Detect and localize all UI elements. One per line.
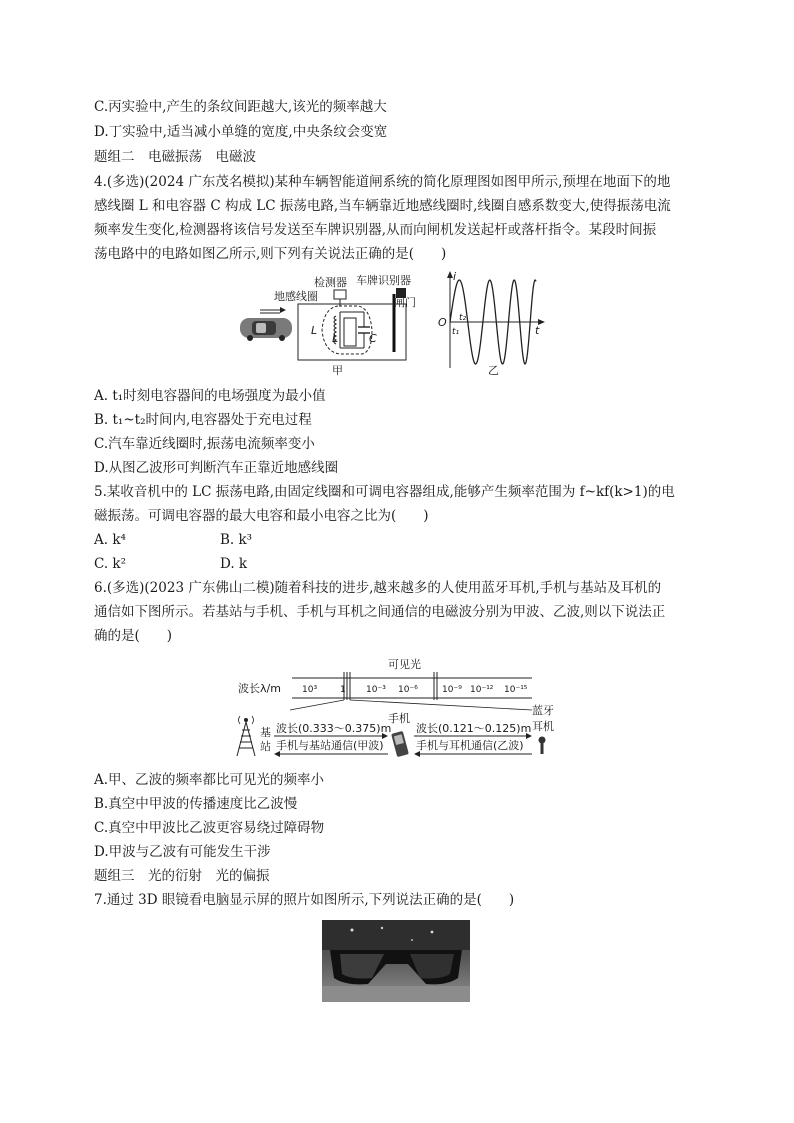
q5-option-d: D. k bbox=[220, 556, 248, 572]
comm-yi-label: 手机与耳机通信(乙波) bbox=[416, 739, 524, 752]
tick-label: 10⁻¹⁵ bbox=[504, 685, 528, 695]
inductor-core bbox=[344, 318, 356, 346]
q6-option-d: D.甲波与乙波有可能发生干涉 bbox=[94, 844, 271, 860]
gate-label: 闸门 bbox=[394, 296, 416, 309]
earbud-label-2: 耳机 bbox=[532, 720, 554, 733]
q4-line-3: 频率发生变化,检测器将该信号发送至车牌识别器,从而向闸机发送起杆或落杆指令。某段时间振 bbox=[94, 222, 657, 238]
q7-line-1: 7.通过 3D 眼镜看电脑显示屏的照片如图所示,下列说法正确的是( ) bbox=[94, 892, 515, 908]
q4-line-2: 感线圈 L 和电容器 C 构成 LC 振荡电路,当车辆靠近地感线圈时,线圈自感系数变大,使得振荡电流 bbox=[94, 198, 671, 214]
visible-light-label: 可见光 bbox=[388, 658, 421, 671]
t-label: t bbox=[535, 324, 540, 337]
t2-label: t₂ bbox=[459, 313, 467, 323]
q5-line-1: 5.某收音机中的 LC 振荡电路,由固定线圈和可调电容器组成,能够产生频率范围为 f~kf(k>1)的电 bbox=[94, 484, 675, 500]
tick-label: 10⁻⁹ bbox=[442, 685, 462, 695]
figure-yi bbox=[436, 268, 548, 378]
3d-glasses-image bbox=[322, 920, 470, 1002]
caption-yi: 乙 bbox=[488, 364, 499, 377]
q5-line-2: 磁振荡。可调电容器的最大电容和最小电容之比为( ) bbox=[94, 508, 429, 524]
caption-jia: 甲 bbox=[332, 364, 343, 377]
base-station-icon bbox=[237, 716, 255, 756]
q5-option-a: A. k⁴ bbox=[94, 532, 126, 548]
pointer-left bbox=[290, 700, 344, 710]
wavelength-axis-label: 波长λ/m bbox=[238, 682, 281, 695]
origin-label: O bbox=[438, 316, 447, 329]
figure-wavelength bbox=[232, 652, 562, 764]
inductor-L-inner: L bbox=[332, 332, 339, 345]
option-c-prev: C.丙实验中,产生的条纹间距越大,该光的频率越大 bbox=[94, 99, 387, 115]
q4-option-c: C.汽车靠近线圈时,振荡电流频率变小 bbox=[94, 436, 315, 452]
t1-label: t₁ bbox=[452, 327, 460, 337]
tick-label: 10³ bbox=[302, 685, 318, 695]
figure-jia bbox=[236, 268, 418, 378]
q5-option-b: B. k³ bbox=[220, 532, 253, 548]
wavelength-yi-label: 波长(0.121～0.125)m bbox=[416, 722, 532, 735]
wavelength-jia-label: 波长(0.333～0.375)m bbox=[276, 722, 392, 735]
q4-line-1: 4.(多选)(2024 广东茂名模拟)某种车辆智能道闸系统的简化原理图如图甲所示,预埋在地面下的地 bbox=[94, 174, 671, 190]
i-label: i bbox=[453, 270, 457, 283]
q6-line-3: 确的是( ) bbox=[94, 628, 173, 644]
base-station-label-1: 基 bbox=[260, 726, 271, 739]
3d-glasses-photo bbox=[322, 920, 470, 1002]
group2-heading: 题组二 电磁振荡 电磁波 bbox=[94, 149, 256, 165]
q6-line-2: 通信如下图所示。若基站与手机、手机与耳机之间通信的电磁波分别为甲波、乙波,则以下说法正 bbox=[94, 604, 666, 620]
detector-box bbox=[334, 290, 346, 299]
q4-line-4: 荡电路中的电路如图乙所示,则下列有关说法正确的是( ) bbox=[94, 246, 447, 262]
car-icon bbox=[240, 318, 292, 341]
plate-reader-label: 车牌识别器 bbox=[356, 274, 411, 287]
q6-option-a: A.甲、乙波的频率都比可见光的频率小 bbox=[94, 772, 325, 788]
base-station-label-2: 站 bbox=[260, 740, 271, 753]
option-d-prev: D.丁实验中,适当减小单缝的宽度,中央条纹会变宽 bbox=[94, 124, 388, 140]
inductor-L-outer: L bbox=[311, 324, 318, 337]
phone-icon bbox=[391, 731, 409, 757]
tick-label: 10⁻⁶ bbox=[398, 685, 418, 695]
tick-label: 10⁻³ bbox=[366, 685, 386, 695]
q4-option-d: D.从图乙波形可判断汽车正靠近地感线圈 bbox=[94, 460, 339, 476]
tick-label: 10⁻¹² bbox=[470, 685, 494, 695]
detector-label: 检测器 bbox=[314, 276, 347, 289]
phone-label: 手机 bbox=[388, 712, 410, 725]
earbud-label-1: 蓝牙 bbox=[532, 704, 554, 717]
capacitor-C: C bbox=[369, 332, 377, 345]
coil-label: 地感线圈 bbox=[274, 290, 318, 303]
q4-option-a: A. t₁时刻电容器间的电场强度为最小值 bbox=[94, 388, 326, 404]
q6-option-b: B.真空中甲波的传播速度比乙波慢 bbox=[94, 796, 298, 812]
earbud-icon bbox=[539, 737, 546, 755]
comm-jia-label: 手机与基站通信(甲波) bbox=[276, 739, 384, 752]
q5-option-c: C. k² bbox=[94, 556, 127, 572]
q4-option-b: B. t₁~t₂时间内,电容器处于充电过程 bbox=[94, 412, 312, 428]
car-arrow bbox=[260, 307, 286, 313]
group3-heading: 题组三 光的衍射 光的偏振 bbox=[94, 868, 270, 884]
tick-label: 1 bbox=[340, 685, 346, 695]
pointer-right bbox=[350, 700, 532, 710]
q6-option-c: C.真空中甲波比乙波更容易绕过障碍物 bbox=[94, 820, 325, 836]
q6-line-1: 6.(多选)(2023 广东佛山二模)随着科技的进步,越来越多的人使用蓝牙耳机,手机与基站及耳机的 bbox=[94, 580, 662, 596]
